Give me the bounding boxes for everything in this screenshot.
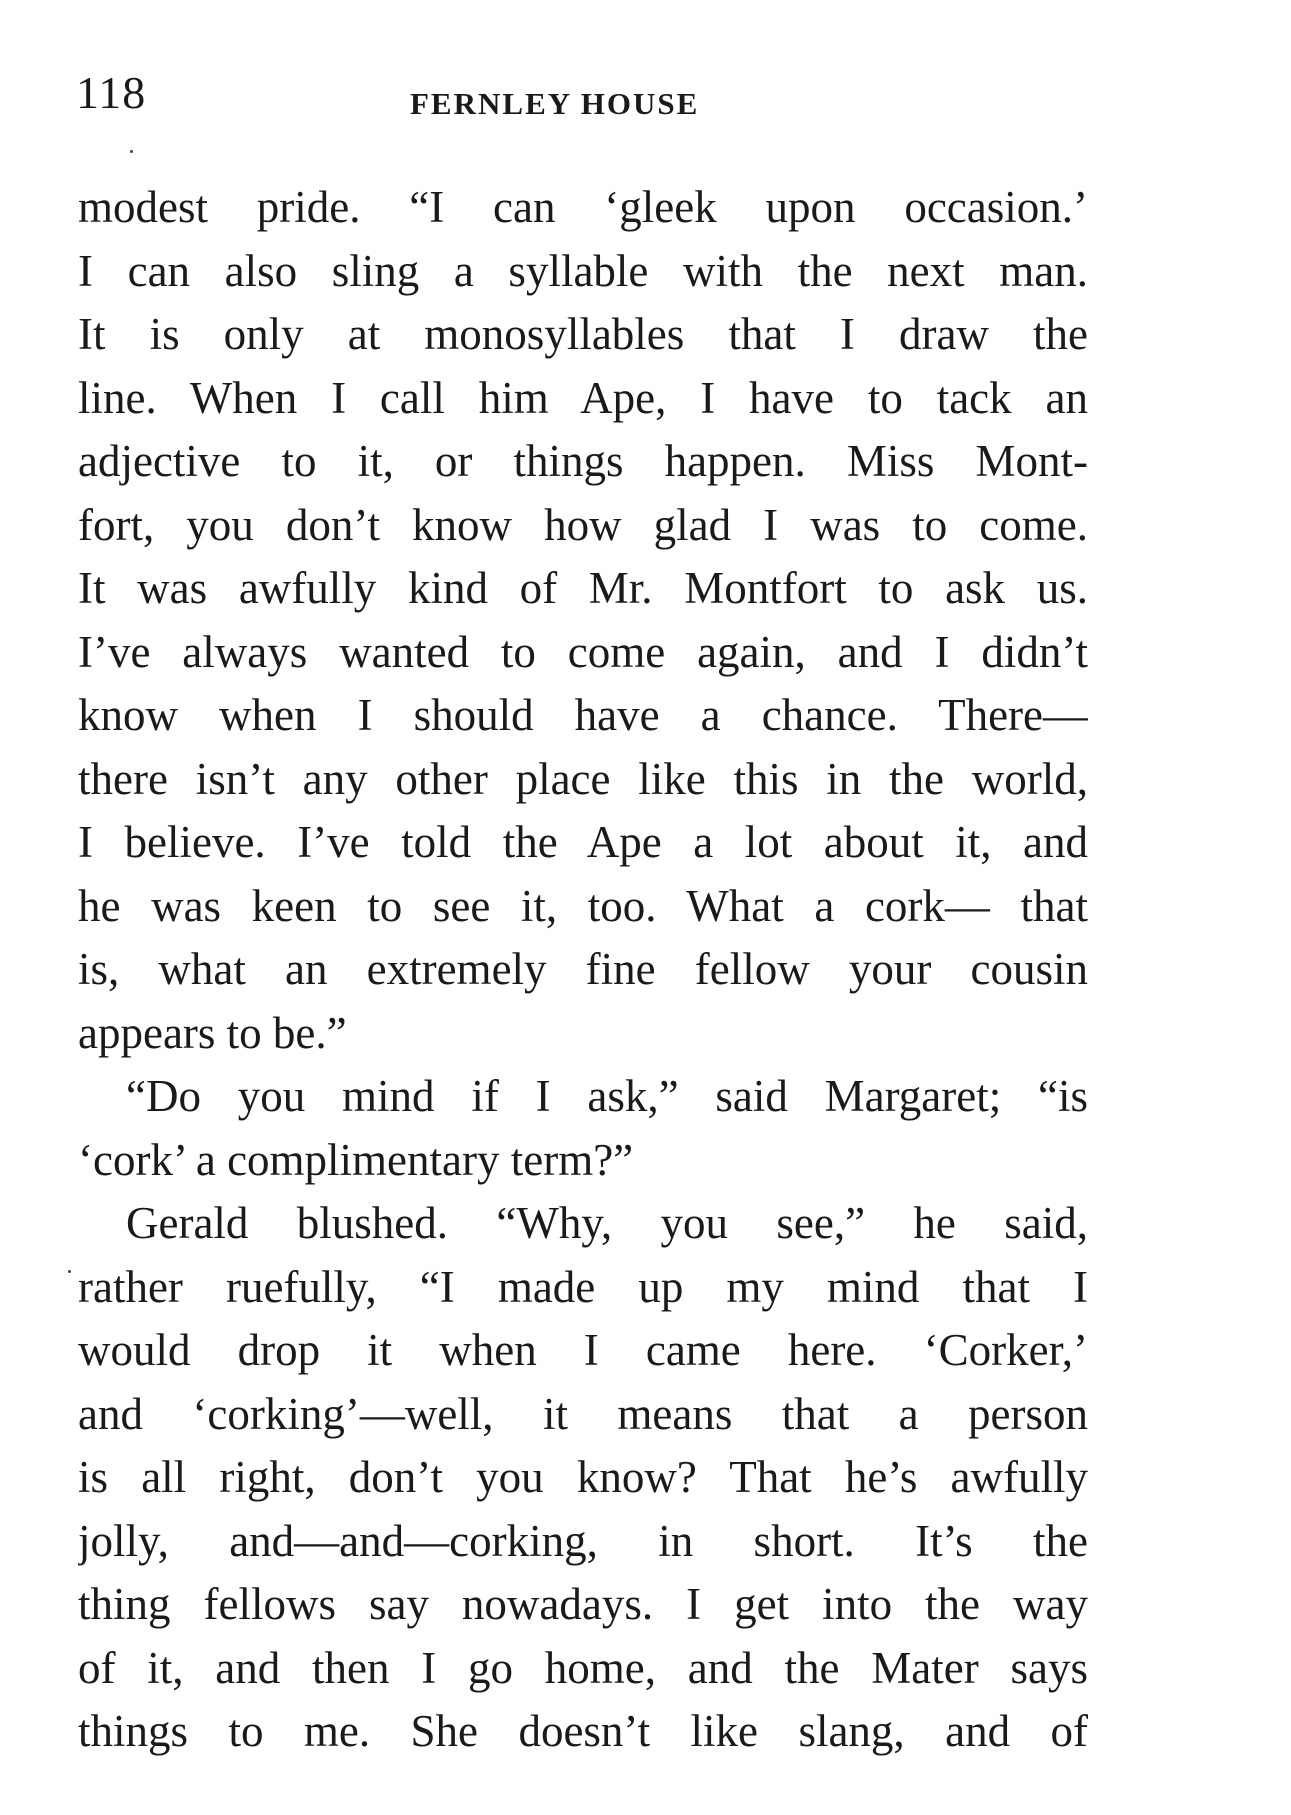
text-line: I’ve always wanted to come again, and I didn’t: [78, 626, 1088, 677]
text-line: line. When I call him Ape, I have to tack an: [78, 372, 1088, 423]
text-line: is, what an extremely fine fellow your cousin: [78, 944, 1088, 994]
text-line: know when I should have a chance. There—: [78, 690, 1088, 740]
scan-speck: [68, 1270, 71, 1273]
text-line: rather ruefully, “I made up my mind that I: [78, 1261, 1088, 1312]
text-line: is all right, don’t you know? That he’s awfully: [78, 1452, 1088, 1502]
text-line: It was awfully kind of Mr. Montfort to ask us.: [78, 563, 1088, 613]
text-line: appears to be.”: [78, 1007, 347, 1058]
text-line: modest pride. “I can ‘gleek upon occasion.’: [78, 182, 1088, 232]
body-text: [78, 176, 1088, 1764]
text-line: thing fellows say nowadays. I get into the way: [78, 1579, 1088, 1629]
text-line: fort, you don’t know how glad I was to come.: [78, 499, 1088, 550]
text-line: Gerald blushed. “Why, you see,” he said,: [126, 1198, 1088, 1248]
text-line: I can also sling a syllable with the next man.: [78, 245, 1088, 296]
text-line: and ‘corking’—well, it means that a person: [78, 1388, 1088, 1439]
text-line: there isn’t any other place like this in the world,: [78, 753, 1088, 804]
text-line: things to me. She doesn’t like slang, and of: [78, 1706, 1088, 1756]
text-line: he was keen to see it, too. What a cork— that: [78, 880, 1088, 931]
text-line: “Do you mind if I ask,” said Margaret; “is: [126, 1071, 1088, 1121]
scan-speck: [130, 150, 133, 153]
text-line: jolly, and—and—corking, in short. It’s the: [78, 1515, 1088, 1566]
text-line: would drop it when I came here. ‘Corker,’: [78, 1325, 1088, 1375]
text-line: I believe. I’ve told the Ape a lot about it, and: [78, 817, 1088, 867]
text-line: ‘cork’ a complimentary term?”: [78, 1134, 634, 1185]
text-line: adjective to it, or things happen. Miss Mont-: [78, 436, 1088, 486]
text-line: It is only at monosyllables that I draw the: [78, 309, 1088, 359]
page-number: 118: [76, 67, 147, 118]
text-line: of it, and then I go home, and the Mater says: [78, 1642, 1088, 1693]
running-head: FERNLEY HOUSE: [410, 86, 700, 121]
